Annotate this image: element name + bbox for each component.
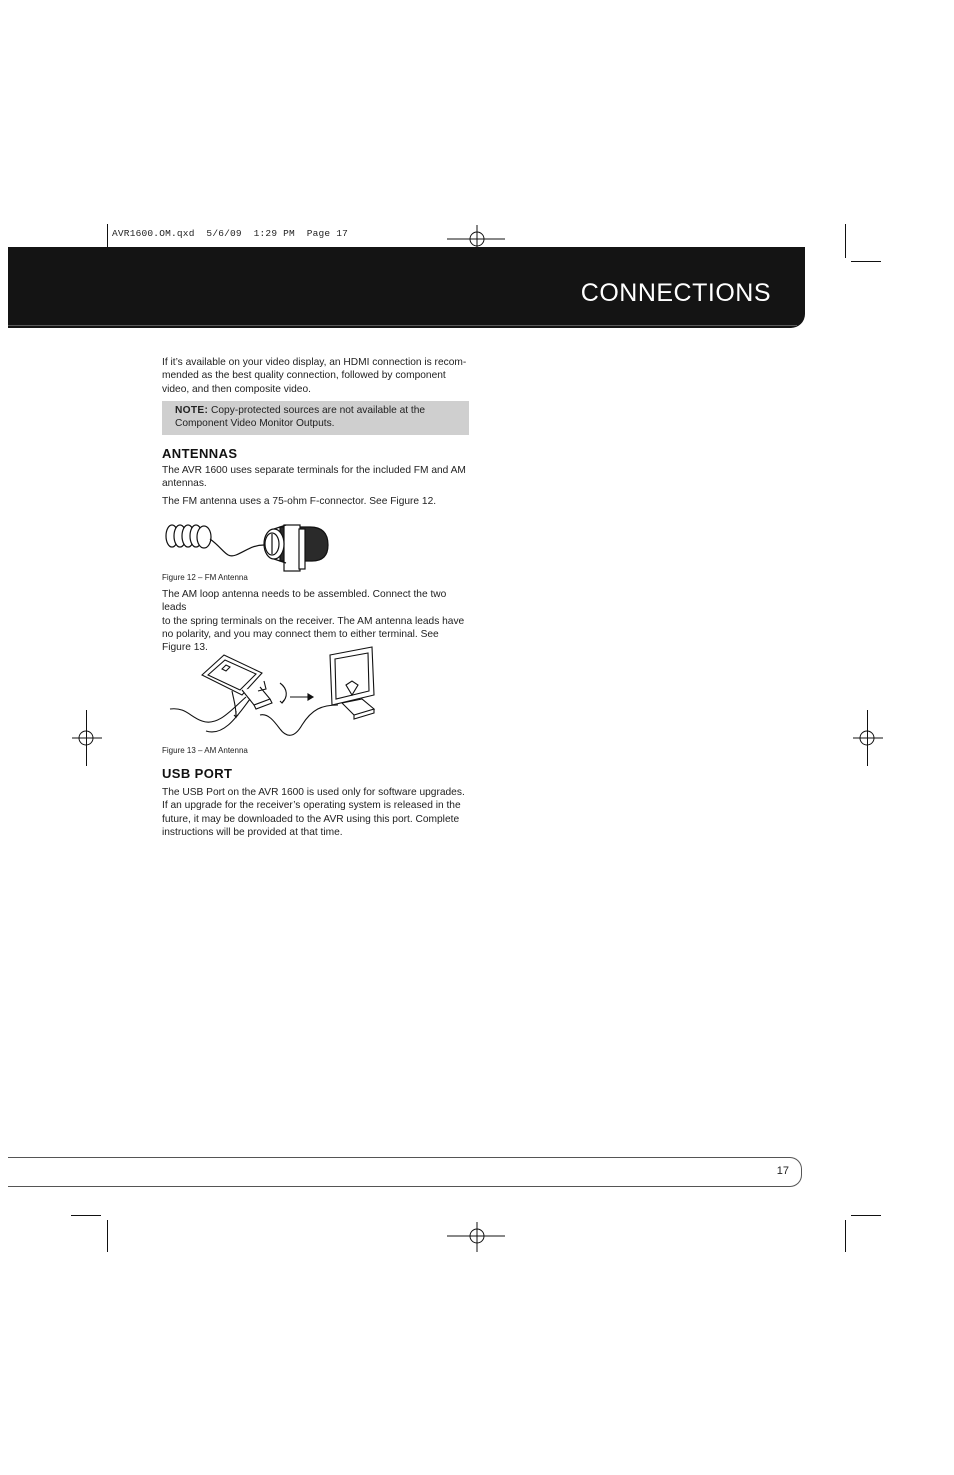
note-box: NOTE: Copy-protected sources are not available at the Component Video Monitor Outputs. [162,401,469,435]
antennas-paragraph-1: The AVR 1600 uses separate terminals for the included FM and AM antennas. [162,465,466,490]
section-header-bar [8,247,805,328]
usb-port-heading: USB PORT [162,766,233,781]
section-title: CONNECTIONS [580,279,771,307]
figure-13-caption: Figure 13 – AM Antenna [162,746,248,755]
fm-antenna-illustration [162,515,332,575]
note-label: NOTE: [175,405,209,416]
usb-port-paragraph: The USB Port on the AVR 1600 is used only for software upgrades. If an upgrade for the receiver’s operating system is released in the future, it may be downloaded to the AVR using this port. Complete instructions will be provided at that time. [162,787,465,838]
antennas-heading: ANTENNAS [162,446,238,461]
registration-mark-left [72,724,102,754]
page-number: 17 [776,1165,789,1177]
print-slug: AVR1600.OM.qxd 5/6/09 1:29 PM Page 17 [112,228,349,239]
figure-12-caption: Figure 12 – FM Antenna [162,573,248,582]
am-antenna-illustration [162,645,382,745]
antennas-paragraph-2: The FM antenna uses a 75-ohm F-connector. See Figure 12. [162,496,437,507]
registration-mark-bottom [445,1222,509,1252]
antennas-paragraph-3: The AM loop antenna needs to be assembled. Connect the two leads to the spring terminals on the receiver. The AM antenna leads have no polarity, and you may connect them to either terminal. See Figure 13. [162,589,465,654]
registration-mark-right [853,724,883,754]
intro-paragraph: If it’s available on your video display, an HDMI connection is recom- mended as the best quality connection, followed by component video, and then composite video. [162,357,467,395]
page-footer [8,1157,802,1187]
